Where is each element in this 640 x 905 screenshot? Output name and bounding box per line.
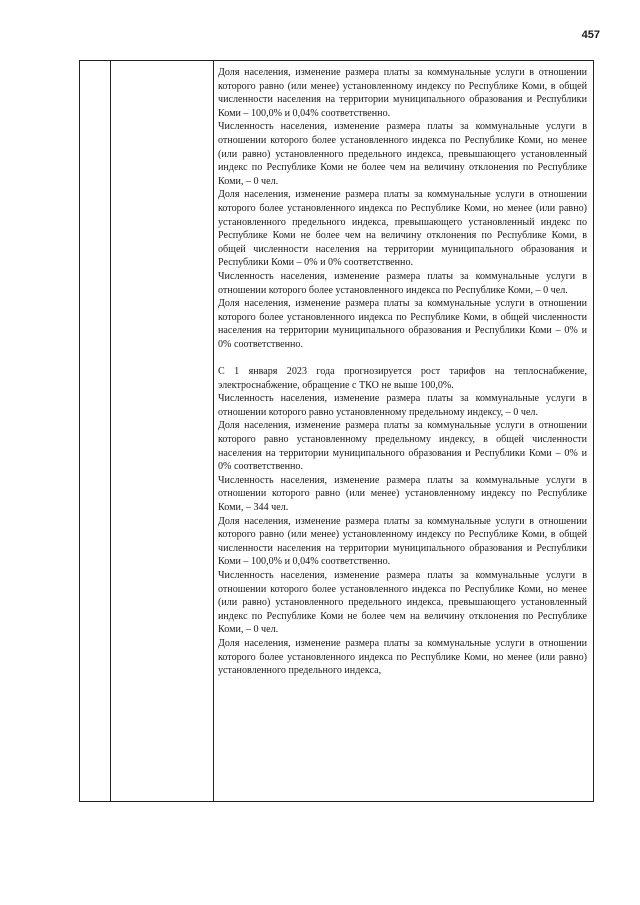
paragraph: Численность населения, изменение размера платы за коммунальные услуги в отношении которого более установленного индекса по Республике Коми, но менее (или равно) установленного предельного индекса, превышающего установленный индекс по Республике Коми не более чем на величину отклонения по Республике Коми, – 0 чел. xyxy=(218,121,587,187)
paragraph: Доля населения, изменение размера платы за коммунальные услуги в отношении которого более установленного индекса по Республике Коми, в общей численности населения на территории муниципального образования и Республики Коми – 0% и 0% соответственно. xyxy=(218,298,587,350)
column-divider xyxy=(110,61,111,801)
paragraph: С 1 января 2023 года прогнозируется рост тарифов на теплоснабжение, электроснабжение, обращение с ТКО не выше 100,0%. xyxy=(218,366,587,391)
page-number: 457 xyxy=(581,29,600,41)
column-divider xyxy=(213,61,214,801)
paragraph: Численность населения, изменение размера платы за коммунальные услуги в отношении которого равно установленному предельному индексу, – 0 чел. xyxy=(218,393,587,418)
paragraph: Доля населения, изменение размера платы за коммунальные услуги в отношении которого более установленного индекса по Республике Коми, но менее (или равно) установленного предельного индекса, xyxy=(218,637,587,677)
paragraph: Численность населения, изменение размера платы за коммунальные услуги в отношении которого равно (или менее) установленному индексу по Республике Коми, – 344 чел. xyxy=(218,474,587,513)
document-table xyxy=(79,60,594,802)
text-cell xyxy=(218,66,587,678)
paragraph: Доля населения, изменение размера платы за коммунальные услуги в отношении которого равно установленному предельному индексу, в общей численности населения на территории муниципального образования и Республики Коми – 0% и 0% соответственно. xyxy=(218,420,587,473)
paragraph: Доля населения, изменение размера платы за коммунальные услуги в отношении которого равно (или менее) установленному индексу по Республике Коми, в общей численности населения на территории муниципального образования и Республики Коми – 100,0% и 0,04% соответственно. xyxy=(218,515,587,568)
paragraph: Доля населения, изменение размера платы за коммунальные услуги в отношении которого более установленного индекса по Республике Коми, но менее (или равно) установленного предельного индекса, превышающего установленный индекс по Республике Коми не более чем на величину отклонения по Республике Коми, в общей численности населения на территории муниципального образования и Республики Коми – 0% и 0% соответственно. xyxy=(218,189,587,269)
paragraph: Численность населения, изменение размера платы за коммунальные услуги в отношении которого более установленного индекса по Республике Коми, – 0 чел. xyxy=(218,270,587,296)
paragraph: Доля населения, изменение размера платы за коммунальные услуги в отношении которого равно (или менее) установленному индексу по Республике Коми, в общей численности населения на территории муниципального образования и Республики Коми – 100,0% и 0,04% соответственно. xyxy=(218,67,587,119)
paragraph: Численность населения, изменение размера платы за коммунальные услуги в отношении которого более установленного индекса по Республике Коми, но менее (или равно) установленного предельного индекса, превышающего установленный индекс по Республике Коми не более чем на величину отклонения по Республике Коми, – 0 чел. xyxy=(218,569,587,636)
